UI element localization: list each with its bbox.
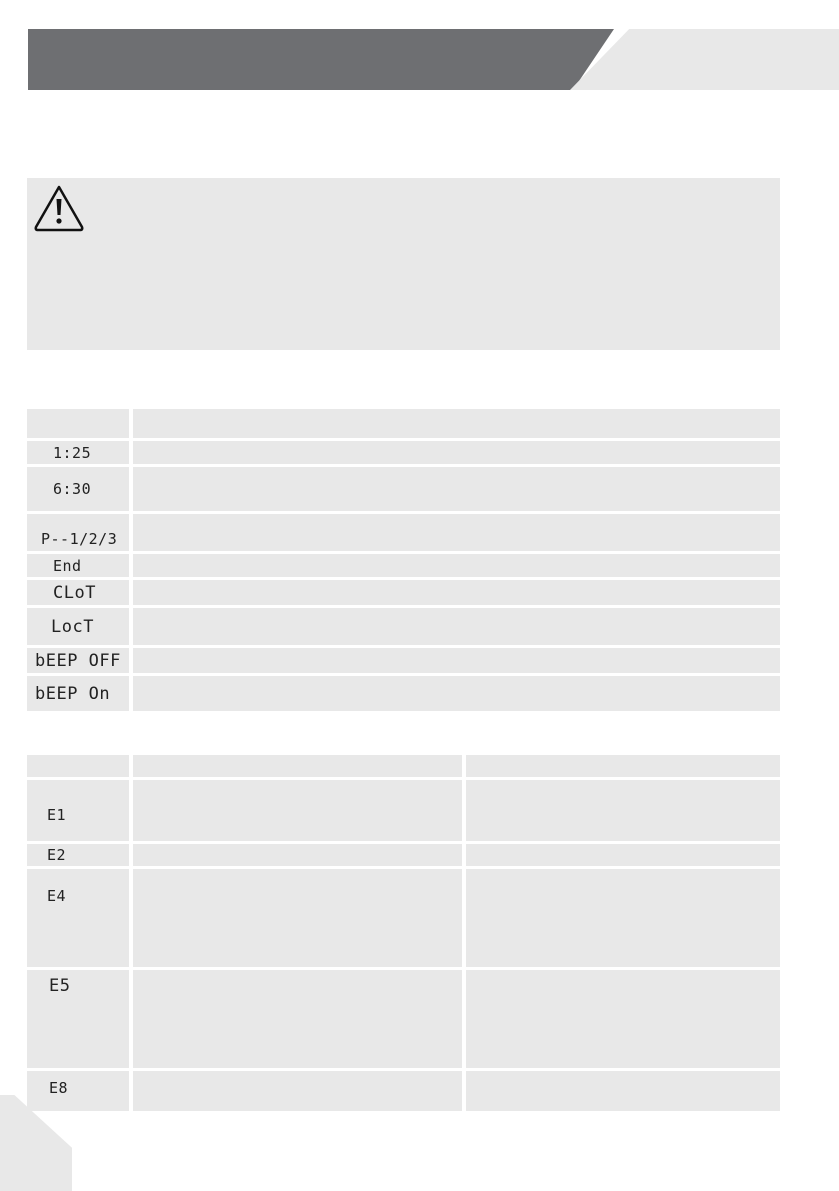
error-code-cell [27,869,133,970]
display-code-cell [27,648,133,676]
error-code: E4 [47,887,67,905]
cause-cell [133,1071,466,1111]
table-row [27,869,780,970]
display-code: 1:25 [53,443,92,462]
header-cell [466,755,780,780]
display-code-cell [27,676,133,711]
warning-triangle-icon [31,182,87,234]
table-row [27,580,780,608]
table-row [27,970,780,1071]
display-code: End [53,556,82,575]
solution-cell [466,869,780,970]
description-cell [133,514,780,554]
cause-cell [133,844,466,869]
description-cell [133,467,780,514]
error-code-cell [27,1071,133,1111]
table-row [27,648,780,676]
error-code-cell [27,844,133,869]
description-cell [133,608,780,648]
error-code: E8 [49,1079,69,1097]
display-code-cell [27,467,133,514]
table-row [27,1071,780,1111]
display-code: P--1/2/3 [41,530,118,548]
display-code-cell [27,608,133,648]
header-cell [27,755,133,780]
table-row [27,467,780,514]
table-row [27,608,780,648]
header-tab [570,29,839,90]
description-cell [133,580,780,608]
error-code: E2 [47,846,67,864]
description-cell [133,676,780,711]
table-row [27,780,780,844]
display-code-cell [27,554,133,580]
display-code: bEEP On [35,683,111,704]
description-cell [133,554,780,580]
display-code: 6:30 [53,480,92,498]
error-code: E5 [49,976,71,996]
description-cell [133,441,780,467]
header-cell [27,409,133,441]
error-code-cell [27,970,133,1071]
warning-box [27,178,780,350]
display-code-cell [27,580,133,608]
display-code: bEEP OFF [35,650,121,671]
display-code: CLoT [53,582,96,603]
table-row [27,554,780,580]
display-code-cell [27,514,133,554]
display-codes-table [27,409,780,711]
table-row [27,676,780,711]
header-cell [133,755,466,780]
description-cell [133,648,780,676]
error-code: E1 [47,806,67,824]
table-row [27,514,780,554]
display-code: LocT [51,616,94,637]
solution-cell [466,780,780,844]
table-header-row [27,409,780,441]
error-code-cell [27,780,133,844]
cause-cell [133,970,466,1071]
table-row [27,844,780,869]
table-row [27,441,780,467]
cause-cell [133,780,466,844]
table-header-row [27,755,780,780]
display-code-cell [27,441,133,467]
error-codes-table [27,755,780,1111]
cause-cell [133,869,466,970]
header-bar [28,29,614,90]
header-cell [133,409,780,441]
solution-cell [466,970,780,1071]
solution-cell [466,844,780,869]
solution-cell [466,1071,780,1111]
